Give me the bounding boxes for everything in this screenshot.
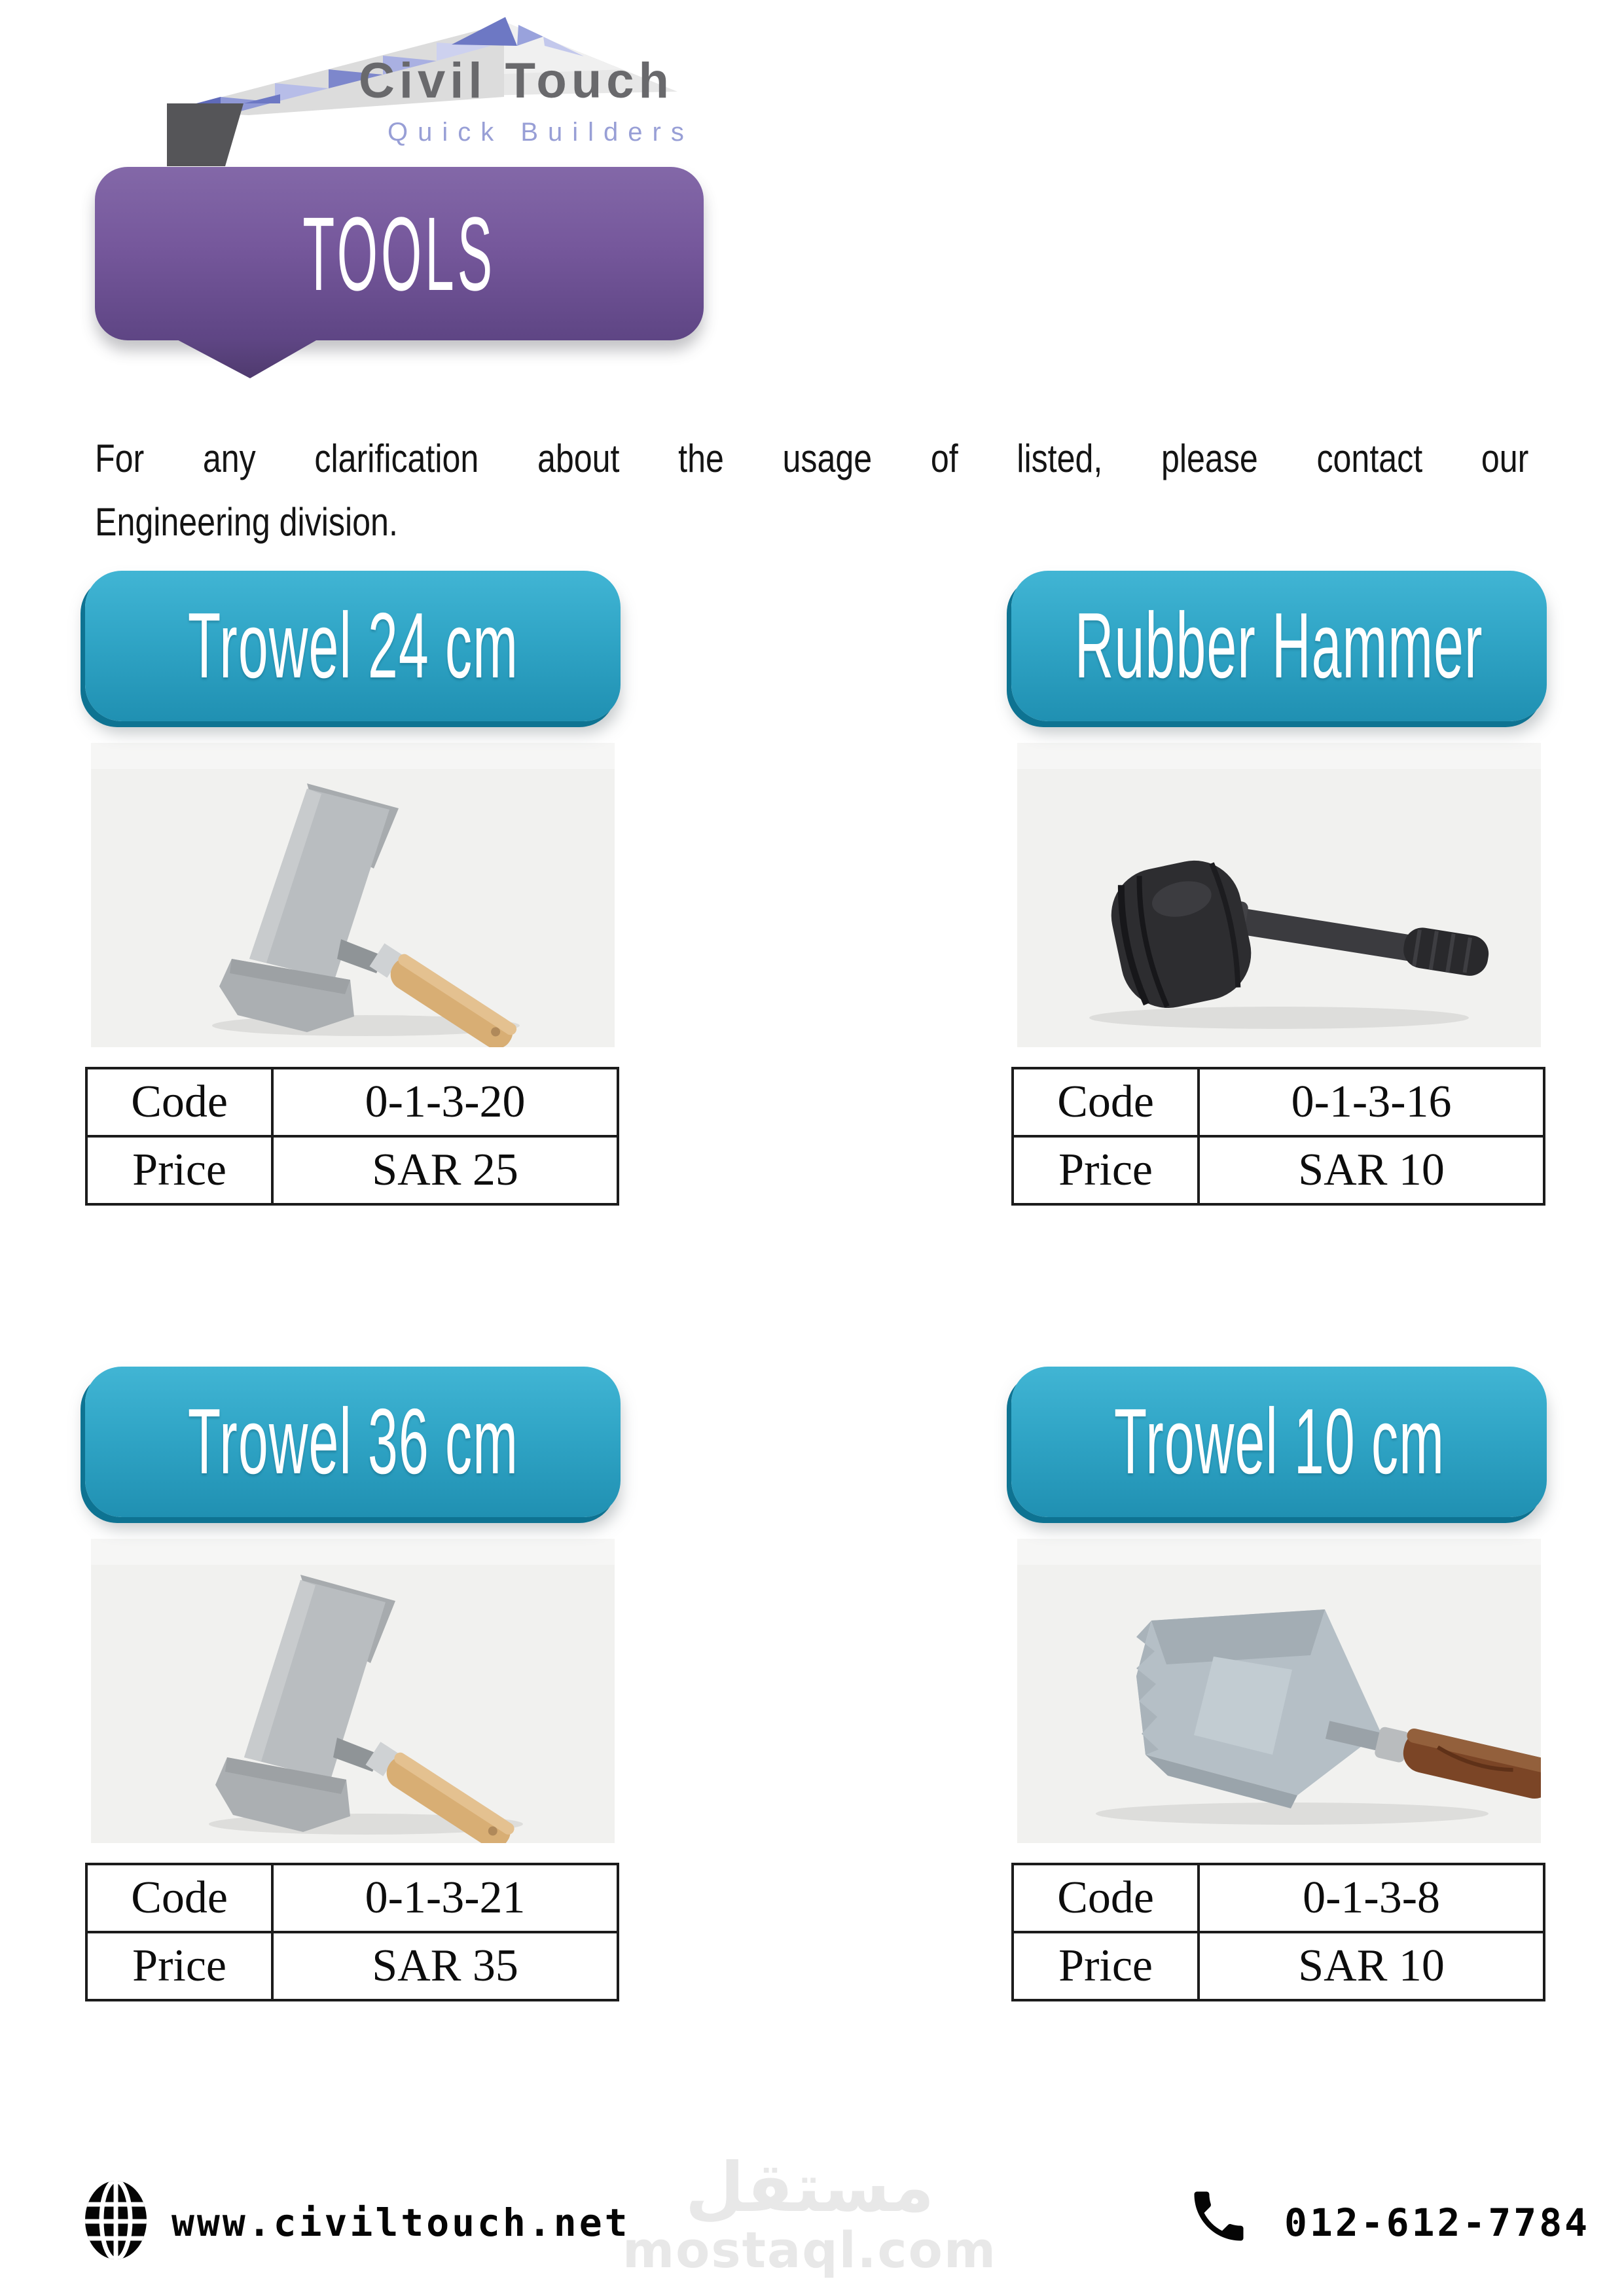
price-label: Price — [1013, 1932, 1199, 2000]
table-row — [1013, 1068, 1544, 1136]
product-title-banner — [1011, 571, 1547, 721]
phone-number: 012-612-7784 — [1284, 2200, 1591, 2245]
table-row — [86, 1136, 618, 1204]
spec-table — [85, 1067, 619, 1206]
intro-line-1: For any clarification about the usage of listed, please contact our — [95, 437, 1529, 480]
product-card-trowel-10 — [1011, 1367, 1548, 2001]
logo — [85, 5, 713, 169]
price-value: SAR 10 — [1199, 1136, 1544, 1204]
watermark-arabic: مستقل — [685, 2147, 935, 2227]
price-label: Price — [86, 1136, 272, 1204]
product-title: Trowel 10 cm — [1113, 1390, 1445, 1494]
spec-table — [85, 1863, 619, 2001]
spec-table — [1011, 1863, 1545, 2001]
code-label: Code — [86, 1864, 272, 1932]
tools-banner-label: TOOLS — [302, 194, 496, 312]
trowel-upright-illustration — [91, 743, 615, 1047]
price-label: Price — [1013, 1136, 1199, 1204]
tools-banner-tail — [173, 338, 321, 378]
trowel-scoop-illustration — [1017, 1539, 1541, 1843]
intro-line-2: Engineering division. — [95, 500, 398, 545]
product-title-banner — [85, 1367, 621, 1517]
table-row — [86, 1932, 618, 2000]
code-label: Code — [1013, 1864, 1199, 1932]
table-row — [1013, 1932, 1544, 2000]
product-photo-trowel-36 — [91, 1539, 615, 1843]
code-value: 0-1-3-8 — [1199, 1864, 1544, 1932]
price-value: SAR 25 — [272, 1136, 618, 1204]
table-row — [1013, 1864, 1544, 1932]
rubber-hammer-illustration — [1017, 743, 1541, 1047]
product-title: Trowel 24 cm — [187, 594, 518, 698]
globe-icon — [82, 2178, 150, 2265]
phone-icon — [1186, 2183, 1252, 2252]
product-title: Rubber Hammer — [1075, 594, 1483, 698]
spec-table — [1011, 1067, 1545, 1206]
code-label: Code — [86, 1068, 272, 1136]
price-value: SAR 35 — [272, 1932, 618, 2000]
trowel-upright-illustration — [91, 1539, 615, 1843]
website-url: www.civiltouch.net — [171, 2200, 630, 2245]
table-row — [86, 1864, 618, 1932]
product-card-trowel-36 — [85, 1367, 622, 2001]
mostaql-watermark — [622, 2147, 998, 2279]
product-card-trowel-24 — [85, 571, 622, 1206]
product-card-rubber-hammer — [1011, 571, 1548, 1206]
watermark-latin: mostaql.com — [622, 2221, 998, 2279]
table-row — [86, 1068, 618, 1136]
code-value: 0-1-3-20 — [272, 1068, 618, 1136]
code-value: 0-1-3-21 — [272, 1864, 618, 1932]
table-row — [1013, 1136, 1544, 1204]
tools-banner — [95, 167, 704, 340]
product-title-banner — [1011, 1367, 1547, 1517]
price-value: SAR 10 — [1199, 1932, 1544, 2000]
product-title-banner — [85, 571, 621, 721]
logo-title: Civil Touch — [359, 53, 674, 109]
price-label: Price — [86, 1932, 272, 2000]
logo-subtitle: Quick Builders — [388, 118, 694, 147]
code-value: 0-1-3-16 — [1199, 1068, 1544, 1136]
intro-paragraph — [95, 427, 1528, 554]
product-photo-trowel-24 — [91, 743, 615, 1047]
product-photo-trowel-10 — [1017, 1539, 1541, 1843]
product-photo-rubber-hammer — [1017, 743, 1541, 1047]
product-title: Trowel 36 cm — [187, 1390, 518, 1494]
code-label: Code — [1013, 1068, 1199, 1136]
